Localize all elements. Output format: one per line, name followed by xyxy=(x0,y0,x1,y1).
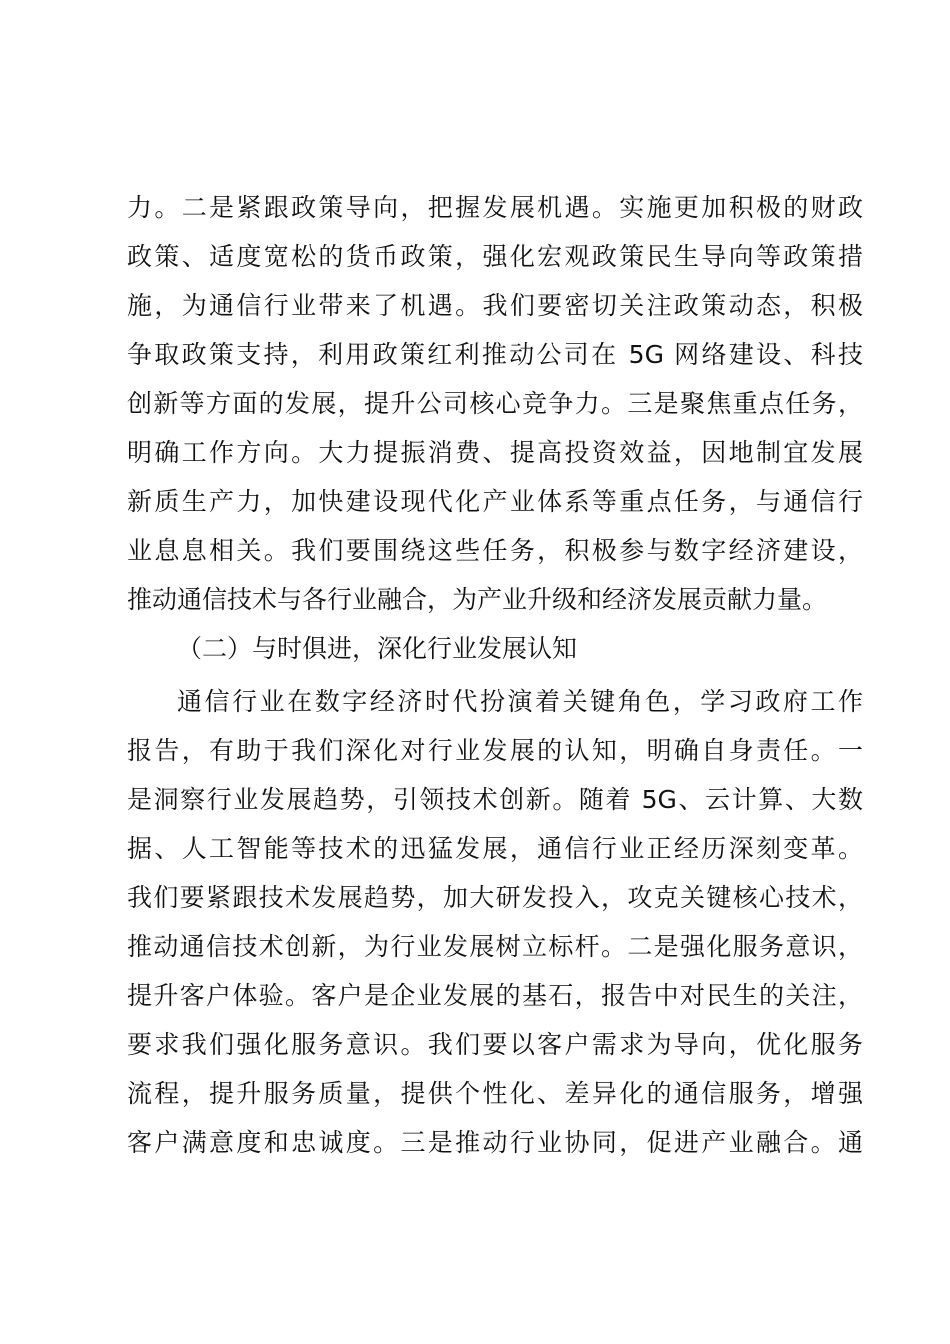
section-heading: （二）与时俱进，深化行业发展认知 xyxy=(177,634,578,663)
text-line: 推动通信技术创新，为行业发展树立标杆。二是强化服务意识， xyxy=(127,932,863,961)
text-line: 业息息相关。我们要围绕这些任务，积极参与数字经济建设， xyxy=(127,536,863,565)
text-line: 客户满意度和忠诚度。三是推动行业协同，促进产业融合。通 xyxy=(127,1128,863,1157)
text-line: 流程，提升服务质量，提供个性化、差异化的通信服务，增强 xyxy=(127,1079,863,1108)
text-line: 通信行业在数字经济时代扮演着关键角色，学习政府工作 xyxy=(177,687,863,716)
text-line: 我们要紧跟技术发展趋势，加大研发投入，攻克关键核心技术， xyxy=(127,883,863,912)
text-line: 据、人工智能等技术的迅猛发展，通信行业正经历深刻变革。 xyxy=(127,834,863,863)
text-line: 争取政策支持，利用政策红利推动公司在 5G 网络建设、科技 xyxy=(127,340,863,369)
text-line: 创新等方面的发展，提升公司核心竞争力。三是聚焦重点任务， xyxy=(127,389,863,418)
text-line: 力。二是紧跟政策导向，把握发展机遇。实施更加积极的财政 xyxy=(127,193,863,222)
text-line: 是洞察行业发展趋势，引领技术创新。随着 5G、云计算、大数 xyxy=(127,785,863,814)
text-line: 政策、适度宽松的货币政策，强化宏观政策民生导向等政策措 xyxy=(127,242,863,271)
text-line: 明确工作方向。大力提振消费、提高投资效益，因地制宜发展 xyxy=(127,438,863,467)
text-line: 推动通信技术与各行业融合，为产业升级和经济发展贡献力量。 xyxy=(127,585,828,614)
text-line: 要求我们强化服务意识。我们要以客户需求为导向，优化服务 xyxy=(127,1030,863,1059)
text-line: 提升客户体验。客户是企业发展的基石，报告中对民生的关注， xyxy=(127,981,863,1010)
text-line: 新质生产力，加快建设现代化产业体系等重点任务，与通信行 xyxy=(127,487,863,516)
text-line: 报告，有助于我们深化对行业发展的认知，明确自身责任。一 xyxy=(127,736,863,765)
text-line: 施，为通信行业带来了机遇。我们要密切关注政策动态，积极 xyxy=(127,291,863,320)
